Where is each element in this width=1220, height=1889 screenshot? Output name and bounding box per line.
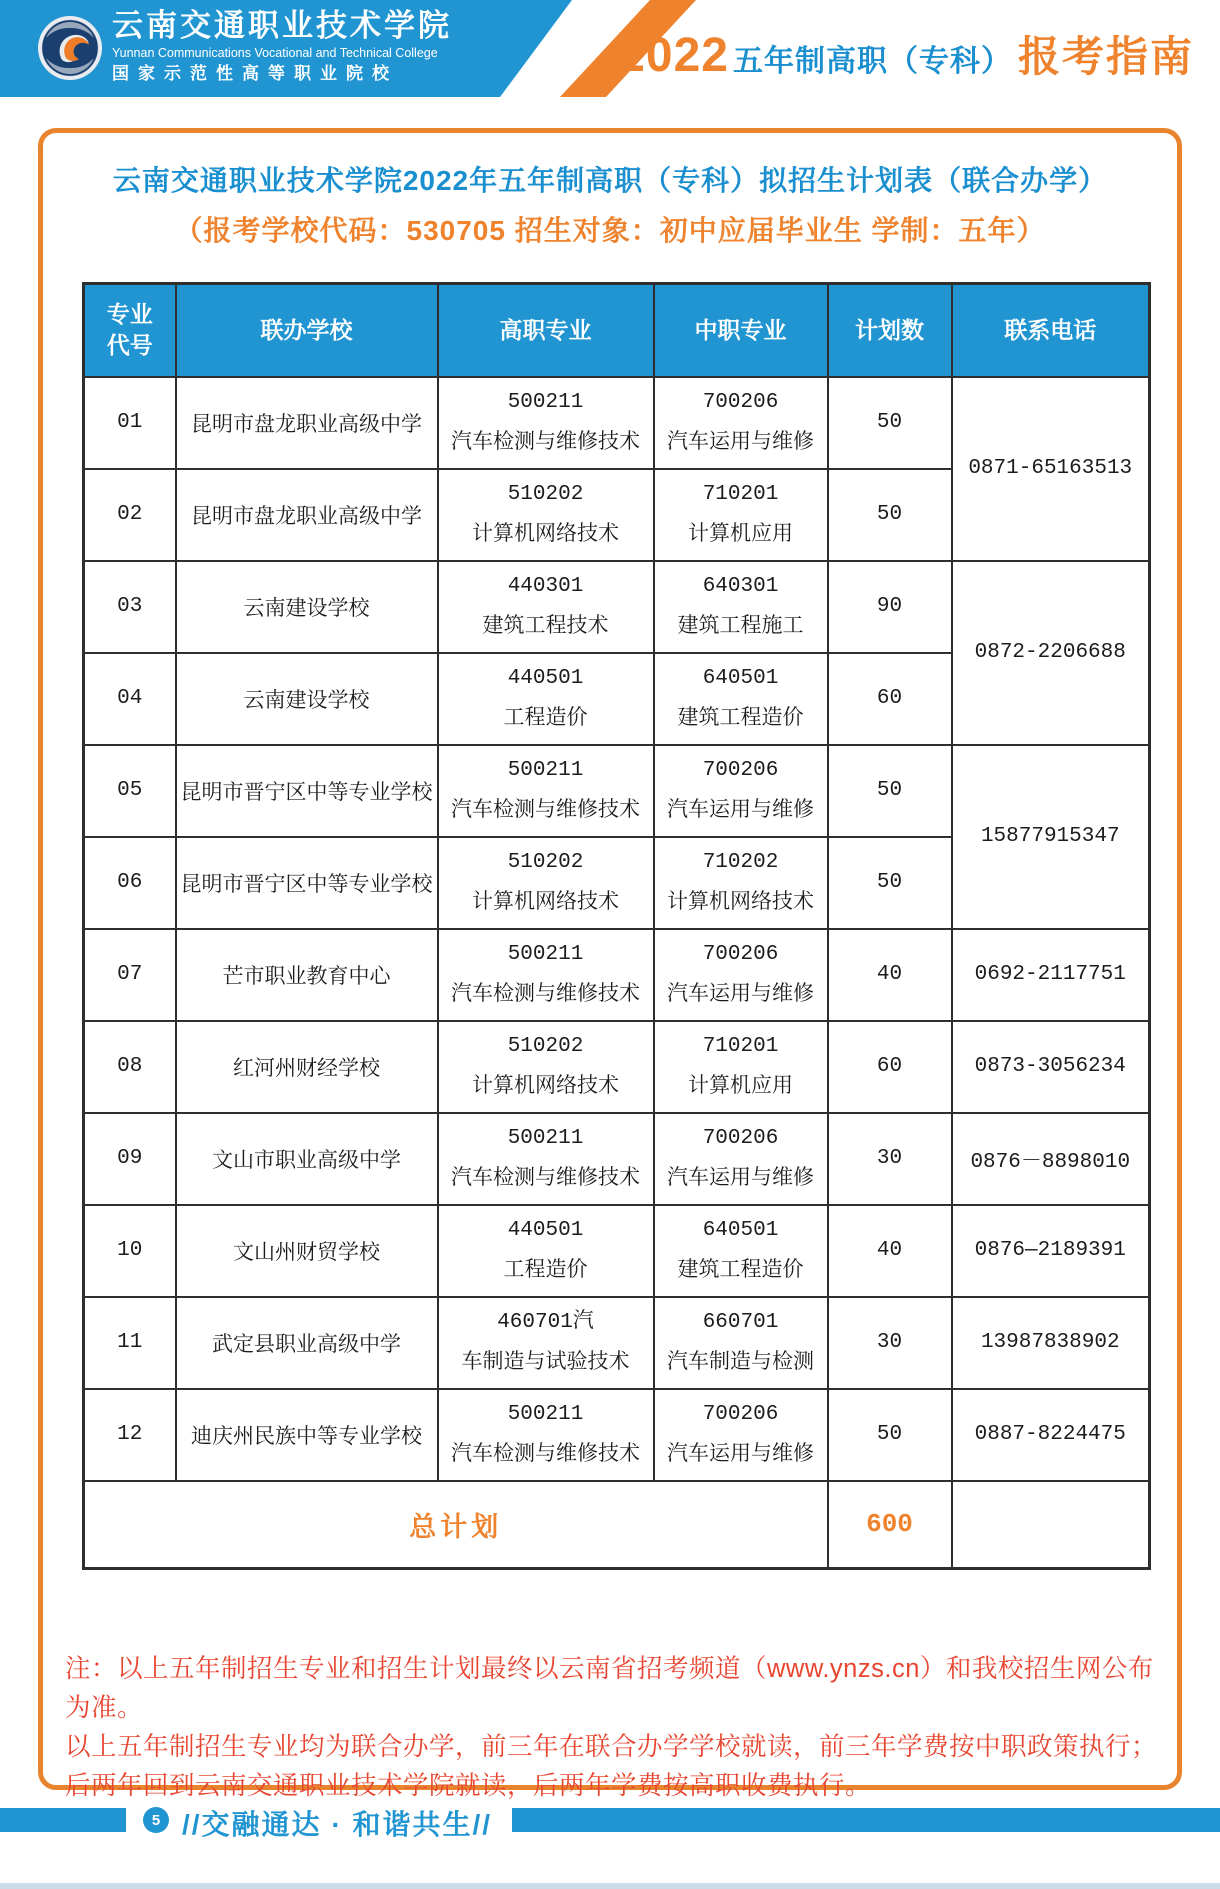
college-name-en: Yunnan Communications Vocational and Technical College bbox=[112, 46, 438, 60]
plan-table bbox=[82, 282, 1151, 1570]
cell-phone: 0887-8224475 bbox=[952, 1389, 1150, 1481]
cell-zz-name: 汽车运用与维修 bbox=[667, 798, 814, 821]
cell-gz-name: 汽车检测与维修技术 bbox=[451, 1442, 640, 1465]
cell-zz-major bbox=[654, 469, 828, 561]
cell-zz-code: 700206 bbox=[702, 1402, 779, 1426]
cell-school: 云南建设学校 bbox=[176, 561, 438, 653]
cell-gz-name: 建筑工程技术 bbox=[482, 614, 609, 637]
cell-phone: 13987838902 bbox=[952, 1297, 1150, 1389]
cell-gz-code: 510202 bbox=[507, 482, 584, 506]
total-label: 总计划 bbox=[84, 1481, 828, 1569]
cell-gz-name: 汽车检测与维修技术 bbox=[451, 430, 640, 453]
note-line: 后两年回到云南交通职业技术学院就读，后两年学费按高职收费执行。 bbox=[65, 1772, 872, 1800]
cell-phone: 0876－8898010 bbox=[952, 1113, 1150, 1205]
cell-zz-major bbox=[654, 1113, 828, 1205]
cell-zz-name: 汽车运用与维修 bbox=[667, 430, 814, 453]
cell-zz-name: 建筑工程造价 bbox=[677, 1258, 804, 1281]
cell-code: 01 bbox=[84, 377, 176, 469]
cell-zz-major bbox=[654, 929, 828, 1021]
cell-gz-name: 汽车检测与维修技术 bbox=[451, 1166, 640, 1189]
cell-gz-code: 500211 bbox=[507, 942, 584, 966]
cell-plan: 60 bbox=[828, 653, 952, 745]
cell-zz-code: 700206 bbox=[702, 1126, 779, 1150]
cell-zz-code: 700206 bbox=[702, 758, 779, 782]
cell-gz-name: 计算机网络技术 bbox=[472, 1074, 619, 1097]
cell-code: 07 bbox=[84, 929, 176, 1021]
cell-gz-code: 440501 bbox=[507, 1218, 584, 1242]
cell-gz-code: 440301 bbox=[507, 574, 584, 598]
cell-zz-name: 计算机应用 bbox=[688, 1074, 793, 1097]
cell-school: 昆明市晋宁区中等专业学校 bbox=[176, 837, 438, 929]
cell-zz-code: 710202 bbox=[702, 850, 779, 874]
header-phone: 联系电话 bbox=[952, 284, 1150, 377]
footer-bar-right bbox=[512, 1808, 1220, 1832]
cell-gz-name: 车制造与试验技术 bbox=[461, 1350, 630, 1373]
guide-subtitle: 五年制高职（专科） bbox=[732, 45, 1012, 78]
cell-plan: 50 bbox=[828, 837, 952, 929]
cell-gz-major bbox=[438, 1021, 654, 1113]
cell-gz-code: 460701汽 bbox=[497, 1310, 594, 1334]
cell-zz-name: 汽车运用与维修 bbox=[667, 1442, 814, 1465]
table-row bbox=[84, 377, 1150, 469]
header-code: 专业代号 bbox=[84, 284, 176, 377]
cell-zz-major bbox=[654, 837, 828, 929]
cell-gz-name: 计算机网络技术 bbox=[472, 522, 619, 545]
college-name: 云南交通职业技术学院 bbox=[112, 8, 452, 43]
cell-plan: 50 bbox=[828, 745, 952, 837]
cell-plan: 90 bbox=[828, 561, 952, 653]
table-row bbox=[84, 1021, 1150, 1113]
cell-zz-name: 建筑工程造价 bbox=[677, 706, 804, 729]
cell-plan: 50 bbox=[828, 1389, 952, 1481]
cell-gz-name: 计算机网络技术 bbox=[472, 890, 619, 913]
plan-table-subtitle: （报考学校代码：530705 招生对象：初中应届毕业生 学制：五年） bbox=[174, 215, 1046, 246]
cell-gz-code: 510202 bbox=[507, 850, 584, 874]
cell-phone: 0876—2189391 bbox=[952, 1205, 1150, 1297]
cell-gz-code: 500211 bbox=[507, 1402, 584, 1426]
cell-school: 文山州财贸学校 bbox=[176, 1205, 438, 1297]
cell-zz-code: 700206 bbox=[702, 942, 779, 966]
cell-code: 03 bbox=[84, 561, 176, 653]
cell-zz-code: 640501 bbox=[702, 1218, 779, 1242]
cell-code: 11 bbox=[84, 1297, 176, 1389]
cell-gz-code: 500211 bbox=[507, 390, 584, 414]
header-zz-major: 中职专业 bbox=[654, 284, 828, 377]
total-row bbox=[84, 1481, 1150, 1569]
header-school: 联办学校 bbox=[176, 284, 438, 377]
total-value: 600 bbox=[828, 1481, 952, 1569]
cell-zz-major bbox=[654, 1389, 828, 1481]
table-header bbox=[84, 284, 1150, 377]
table-row bbox=[84, 745, 1150, 837]
cell-code: 02 bbox=[84, 469, 176, 561]
cell-plan: 30 bbox=[828, 1297, 952, 1389]
cell-zz-name: 计算机网络技术 bbox=[667, 890, 814, 913]
cell-plan: 30 bbox=[828, 1113, 952, 1205]
cell-phone: 15877915347 bbox=[952, 745, 1150, 929]
cell-code: 09 bbox=[84, 1113, 176, 1205]
cell-gz-major bbox=[438, 1113, 654, 1205]
cell-zz-code: 700206 bbox=[702, 390, 779, 414]
cell-school: 昆明市盘龙职业高级中学 bbox=[176, 469, 438, 561]
college-identity bbox=[112, 9, 452, 85]
table-row bbox=[84, 1205, 1150, 1297]
cell-gz-major bbox=[438, 1297, 654, 1389]
bottom-strip bbox=[0, 1883, 1220, 1889]
cell-gz-major bbox=[438, 837, 654, 929]
cell-zz-major bbox=[654, 1205, 828, 1297]
cell-code: 04 bbox=[84, 653, 176, 745]
cell-gz-major bbox=[438, 929, 654, 1021]
cell-zz-name: 汽车制造与检测 bbox=[667, 1350, 814, 1373]
plan-table-title: 云南交通职业技术学院2022年五年制高职（专科）拟招生计划表（联合办学） bbox=[112, 165, 1108, 196]
cell-gz-code: 510202 bbox=[507, 1034, 584, 1058]
cell-gz-major bbox=[438, 1205, 654, 1297]
content-card bbox=[38, 128, 1182, 1800]
cell-school: 昆明市盘龙职业高级中学 bbox=[176, 377, 438, 469]
cell-phone: 0873-3056234 bbox=[952, 1021, 1150, 1113]
top-banner bbox=[0, 0, 1220, 97]
footer-bar-left bbox=[0, 1808, 126, 1832]
cell-gz-code: 500211 bbox=[507, 1126, 584, 1150]
cell-gz-name: 汽车检测与维修技术 bbox=[451, 982, 640, 1005]
cell-zz-code: 640501 bbox=[702, 666, 779, 690]
cell-gz-major bbox=[438, 561, 654, 653]
cell-gz-major bbox=[438, 377, 654, 469]
table-body bbox=[84, 377, 1150, 1481]
guide-label: 报考指南 bbox=[1017, 33, 1194, 80]
cell-gz-name: 汽车检测与维修技术 bbox=[451, 798, 640, 821]
cell-zz-code: 710201 bbox=[702, 482, 779, 506]
cell-zz-major bbox=[654, 377, 828, 469]
table-header-row bbox=[84, 284, 1150, 377]
table-footer bbox=[84, 1481, 1150, 1569]
cell-school: 文山市职业高级中学 bbox=[176, 1113, 438, 1205]
cell-code: 05 bbox=[84, 745, 176, 837]
table-row bbox=[84, 1113, 1150, 1205]
cell-gz-major bbox=[438, 469, 654, 561]
cell-school: 武定县职业高级中学 bbox=[176, 1297, 438, 1389]
table-row bbox=[84, 1297, 1150, 1389]
cell-gz-major bbox=[438, 745, 654, 837]
cell-code: 08 bbox=[84, 1021, 176, 1113]
college-logo-icon bbox=[36, 14, 104, 82]
table-row bbox=[84, 929, 1150, 1021]
cell-zz-name: 汽车运用与维修 bbox=[667, 982, 814, 1005]
total-empty-cell bbox=[952, 1481, 1150, 1569]
cell-school: 芒市职业教育中心 bbox=[176, 929, 438, 1021]
cell-zz-major bbox=[654, 745, 828, 837]
cell-school: 昆明市晋宁区中等专业学校 bbox=[176, 745, 438, 837]
cell-phone: 0692-2117751 bbox=[952, 929, 1150, 1021]
cell-plan: 60 bbox=[828, 1021, 952, 1113]
cell-gz-code: 500211 bbox=[507, 758, 584, 782]
cell-code: 12 bbox=[84, 1389, 176, 1481]
cell-zz-code: 710201 bbox=[702, 1034, 779, 1058]
cell-gz-name: 工程造价 bbox=[503, 706, 588, 729]
guide-title bbox=[618, 24, 1194, 84]
college-tagline: 国家示范性高等职业院校 bbox=[112, 64, 398, 83]
cell-plan: 50 bbox=[828, 469, 952, 561]
cell-zz-major bbox=[654, 1021, 828, 1113]
note-line: 以上五年制招生专业均为联合办学，前三年在联合办学学校就读，前三年学费按中职政策执行； bbox=[65, 1733, 1158, 1761]
header-plan: 计划数 bbox=[828, 284, 952, 377]
cell-gz-major bbox=[438, 653, 654, 745]
cell-zz-name: 计算机应用 bbox=[688, 522, 793, 545]
note bbox=[65, 1650, 1175, 1806]
cell-gz-major bbox=[438, 1389, 654, 1481]
cell-phone: 0871-65163513 bbox=[952, 377, 1150, 561]
cell-zz-code: 640301 bbox=[702, 574, 779, 598]
cell-plan: 50 bbox=[828, 377, 952, 469]
cell-plan: 40 bbox=[828, 1205, 952, 1297]
cell-code: 06 bbox=[84, 837, 176, 929]
cell-phone: 0872-2206688 bbox=[952, 561, 1150, 745]
cell-gz-name: 工程造价 bbox=[503, 1258, 588, 1281]
table-row bbox=[84, 561, 1150, 653]
guide-year: 2022 bbox=[618, 29, 729, 82]
table-row bbox=[84, 1389, 1150, 1481]
note-line: 注：以上五年制招生专业和招生计划最终以云南省招考频道（www.ynzs.cn）和我校招生网公布为准。 bbox=[65, 1655, 1154, 1722]
cell-gz-code: 440501 bbox=[507, 666, 584, 690]
cell-zz-code: 660701 bbox=[702, 1310, 779, 1334]
plan-table-wrap bbox=[82, 282, 1148, 1570]
cell-zz-major bbox=[654, 1297, 828, 1389]
cell-zz-major bbox=[654, 653, 828, 745]
cell-school: 红河州财经学校 bbox=[176, 1021, 438, 1113]
cell-school: 迪庆州民族中等专业学校 bbox=[176, 1389, 438, 1481]
cell-code: 10 bbox=[84, 1205, 176, 1297]
cell-zz-name: 汽车运用与维修 bbox=[667, 1166, 814, 1189]
footer-slogan: //交融通达 · 和谐共生// bbox=[182, 1809, 493, 1840]
cell-school: 云南建设学校 bbox=[176, 653, 438, 745]
header-gz-major: 高职专业 bbox=[438, 284, 654, 377]
cell-zz-name: 建筑工程施工 bbox=[677, 614, 804, 637]
page-number-badge: 5 bbox=[143, 1807, 169, 1833]
cell-plan: 40 bbox=[828, 929, 952, 1021]
cell-zz-major bbox=[654, 561, 828, 653]
